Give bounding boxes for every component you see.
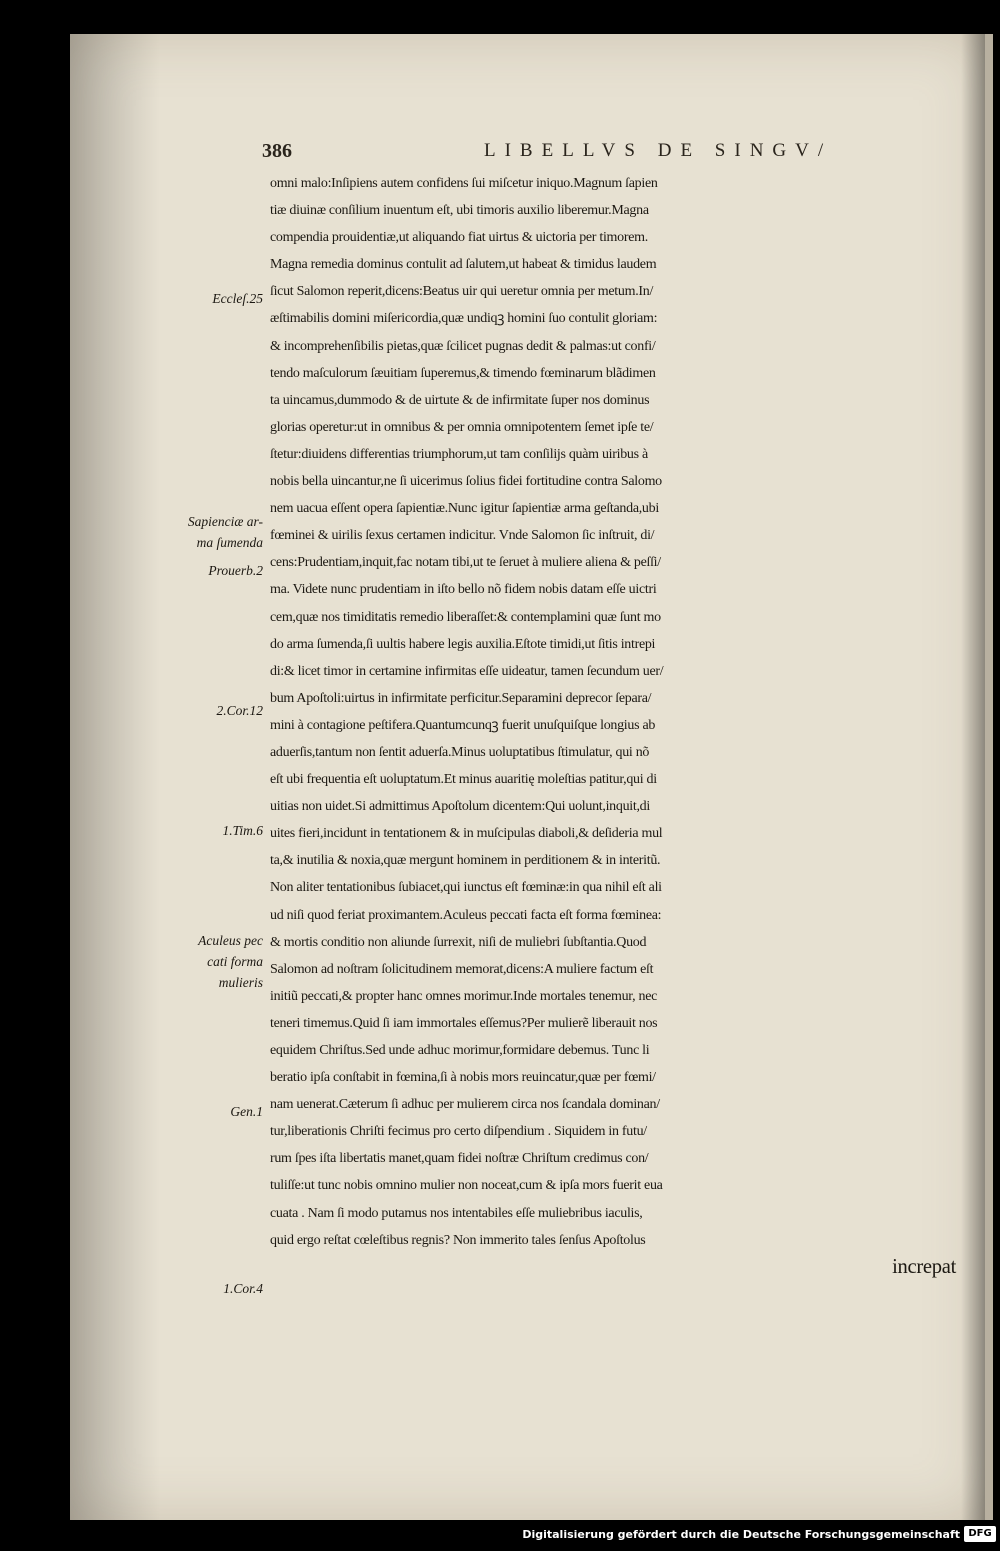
margin-note: mulieris <box>218 975 263 990</box>
text-line: beratio ipſa conſtabit in fœmina,ſi à nobis mors reuincatur,quæ per fœmi/ <box>270 1070 656 1086</box>
running-title: LIBELLVS DE SINGV/ <box>484 140 833 161</box>
text-line: ſtetur:diuidens differentias triumphorum,ut tam conſilijs quàm uiribus à <box>270 446 648 462</box>
text-line: ſicut Salomon reperit,dicens:Beatus uir qui ueretur omnia per metum.In/ <box>270 284 654 300</box>
text-line: nobis bella uincantur,ne ſi uicerimus ſolius fidei fortitudine contra Salomo <box>270 474 662 490</box>
text-line: cem,quæ nos timiditatis remedio liberaſſet:& contemplamini quæ ſunt mo <box>270 609 661 625</box>
catchword: increpat <box>892 1255 956 1278</box>
margin-note: Gen.1 <box>230 1104 263 1119</box>
text-line: quid ergo reſtat cœleſtibus regnis? Non immerito tales ſenſus Apoſtolus <box>270 1232 646 1248</box>
text-line: ta,& inutilia & noxia,quæ mergunt hominem in perditionem & in interitũ. <box>270 853 661 869</box>
text-line: tuliſſe:ut tunc nobis omnino mulier non noceat,cum & ipſa mors fuerit eua <box>270 1178 663 1194</box>
footer-bar <box>0 1522 1000 1551</box>
main-text-block <box>270 170 962 1281</box>
text-line: mini à contagione peſtifera.Quantumcunqꝫ fuerit unuſquiſque longius ab <box>270 717 656 733</box>
text-line: uitias non uidet.Si admittimus Apoſtolum dicentem:Qui uolunt,inquit,di <box>270 799 650 815</box>
text-line: uites fieri,incidunt in tentationem & in muſcipulas diaboli,& deſideria mul <box>270 826 663 842</box>
text-line: bum Apoſtoli:uirtus in infirmitate perficitur.Separamini deprecor ſepara/ <box>270 690 652 706</box>
text-line: eſt ubi frequentia eſt uoluptatum.Et minus auaritię moleſtias patitur,qui di <box>270 772 657 788</box>
margin-note: Sapienciæ ar- <box>187 514 263 529</box>
margin-note: 1.Cor.4 <box>223 1281 263 1296</box>
text-line: rum ſpes iſta libertatis manet,quam fidei noſtræ Chriſtum credimus con/ <box>270 1151 649 1167</box>
margin-note: cati forma <box>207 954 263 969</box>
margin-note: ma ſumenda <box>196 535 263 550</box>
text-line: tur,liberationis Chriſti fecimus pro certo diſpendium . Siquidem in futu/ <box>270 1124 647 1140</box>
margin-note: 1.Tim.6 <box>222 823 263 838</box>
text-line: do arma ſumenda,ſi uultis habere legis auxilia.Eſtote timidi,ut ſitis intrepi <box>270 636 656 652</box>
margin-note: Eccleſ.25 <box>212 291 263 306</box>
text-line: initiũ peccati,& propter hanc omnes morimur.Inde mortales tenemur, nec <box>270 988 658 1004</box>
text-line: cens:Prudentiam,inquit,fac notam tibi,ut te ſeruet à muliere aliena & peſſi/ <box>270 555 661 571</box>
text-line: Magna remedia dominus contulit ad ſalutem,ut habeat & timidus laudem <box>270 257 657 273</box>
text-line: tiæ diuinæ conſilium inuentum eſt, ubi timoris auxilio liberemur.Magna <box>270 203 649 219</box>
text-line: aduerſis,tantum non ſentit aduerſa.Minus uoluptatibus ſtimulatur, qui nõ <box>270 744 650 760</box>
page-edge <box>985 34 993 1520</box>
text-line: nam uenerat.Cæterum ſi adhuc per mulierem circa nos ſcandala dominan/ <box>270 1097 660 1113</box>
text-line: teneri timemus.Quid ſi iam immortales eſſemus?Per mulierẽ liberauit nos <box>270 1015 658 1031</box>
margin-note: Aculeus pec <box>198 933 263 948</box>
text-line: compendia prouidentiæ,ut aliquando fiat uirtus & uictoria per timorem. <box>270 230 648 246</box>
text-line: & mortis conditio non aliunde ſurrexit, niſi de muliebri ſubſtantia.Quod <box>270 934 647 950</box>
text-line: omni malo:Inſipiens autem confidens ſui miſcetur iniquo.Magnum ſapien <box>270 176 658 191</box>
footer-credit: Digitalisierung gefördert durch die Deutsche Forschungsgemeinschaft <box>522 1528 960 1541</box>
dfg-logo-icon: DFG <box>964 1526 996 1542</box>
text-line: Non aliter tentationibus ſubiacet,qui iunctus eſt fœminæ:in qua nihil eſt ali <box>270 880 662 896</box>
text-line: cuata . Nam ſi modo putamus nos intentabiles eſſe muliebribus iaculis, <box>270 1205 643 1221</box>
text-line: ud niſi quod feriat proximantem.Aculeus peccati facta eſt forma fœminea: <box>270 907 662 923</box>
page-number: 386 <box>262 140 292 162</box>
text-line: tendo maſculorum ſæuitiam ſuperemus,& timendo fœminarum blãdimen <box>270 365 656 381</box>
text-line: ma. Videte nunc prudentiam in iſto bello nõ fidem nobis datam eſſe uictri <box>270 582 657 598</box>
margin-note: Prouerb.2 <box>208 563 263 578</box>
text-line: di:& licet timor in certamine infirmitas eſſe uideatur, tamen ſecundum uer/ <box>270 663 664 679</box>
text-line: glorias operetur:ut in omnibus & per omnia omnipotentem ſemet ipſe te/ <box>270 419 654 435</box>
margin-note: 2.Cor.12 <box>216 703 263 718</box>
text-line: Salomon ad noſtram ſolicitudinem memorat,dicens:A muliere factum eſt <box>270 961 654 977</box>
text-line: equidem Chriſtus.Sed unde adhuc morimur,formidare debemus. Tunc li <box>270 1043 650 1058</box>
text-line: æſtimabilis domini miſericordia,quæ undiqꝫ homini ſuo contulit gloriam: <box>270 311 658 327</box>
text-line: fœminei & uirilis ſexus certamen indicitur. Vnde Salomon ſic inſtruit, di/ <box>270 528 655 544</box>
text-line: ta uincamus,dummodo & de uirtute & de infirmitate ſuper nos dominus <box>270 392 650 408</box>
text-line: nem uacua eſſent opera ſapientiæ.Nunc igitur ſapientiæ arma geſtanda,ubi <box>270 501 659 517</box>
text-line: & incomprehenſibilis pietas,quæ ſcilicet pugnas dedit & palmas:ut confi/ <box>270 338 656 354</box>
